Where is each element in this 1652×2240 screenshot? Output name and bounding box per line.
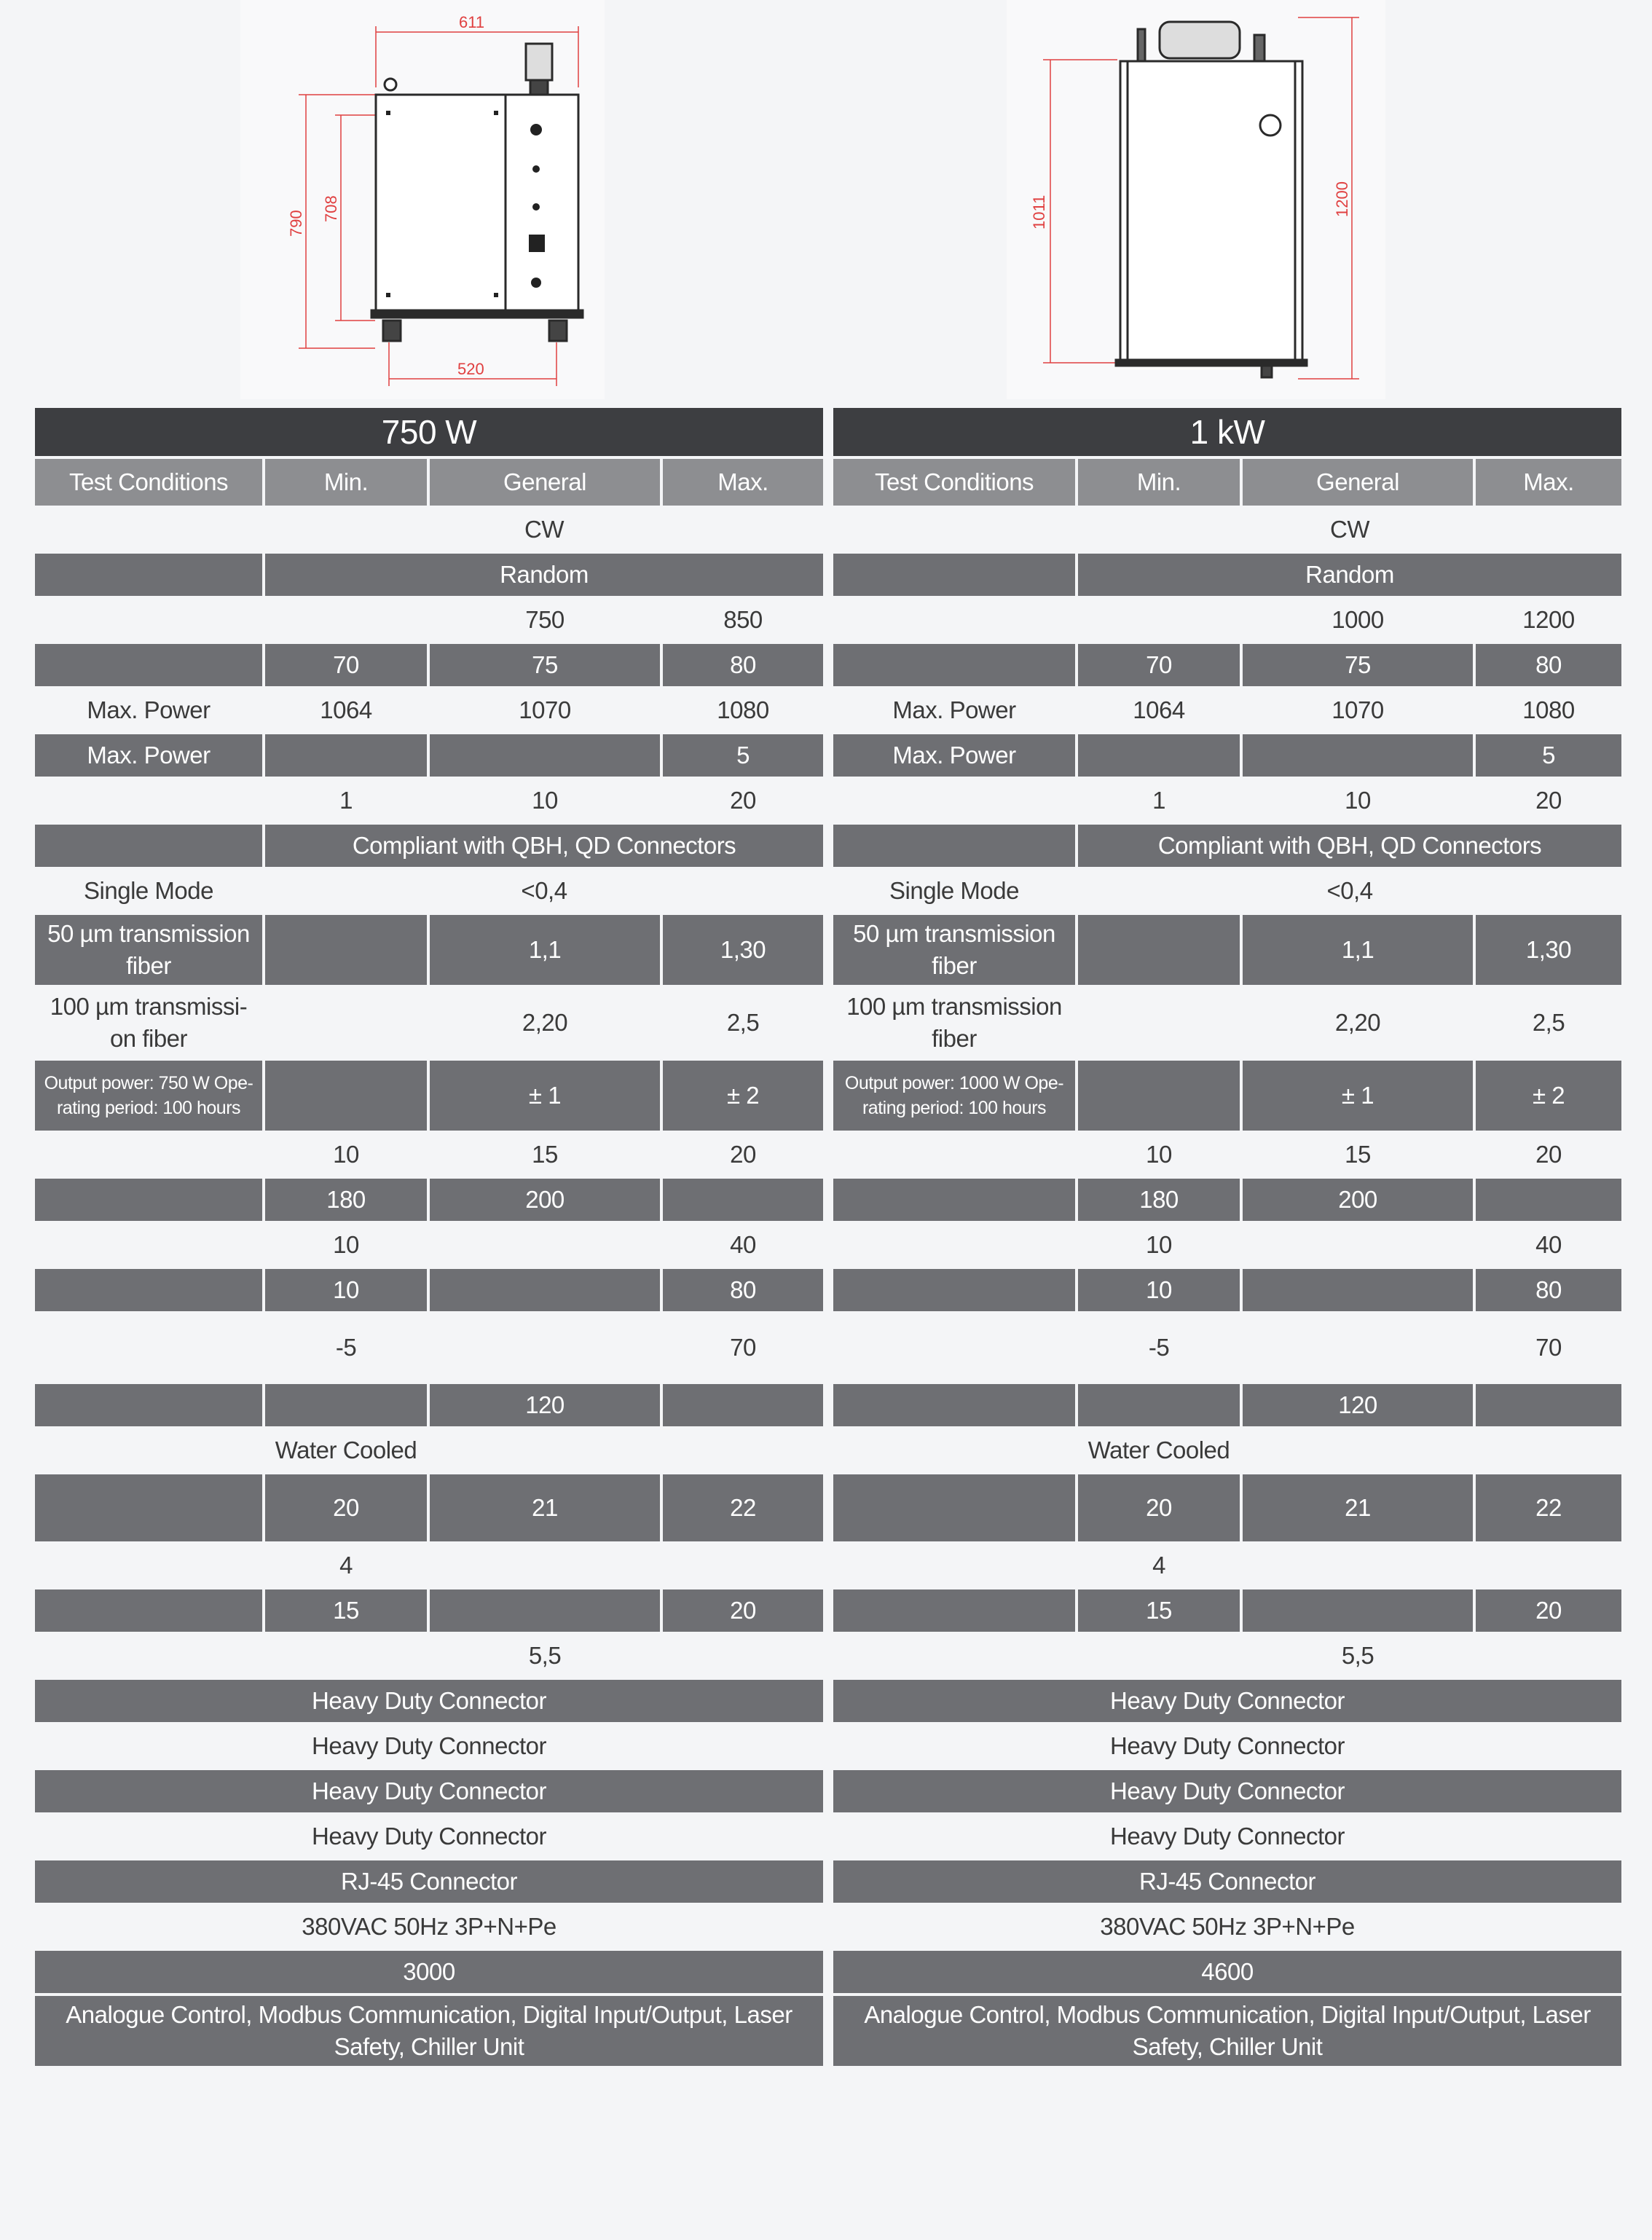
- table-row: [833, 1589, 1621, 1632]
- table-cell: [833, 1384, 1075, 1426]
- table-cell: [1476, 1544, 1621, 1587]
- table-cell: 2,20: [1334, 1009, 1381, 1036]
- table-cell: 200: [1243, 1179, 1473, 1221]
- table-cell: 100 µm transmission fiber: [846, 993, 1062, 1052]
- table-row: [35, 988, 823, 1058]
- table-cell: Max. Power: [833, 734, 1075, 777]
- column-header: Min.: [1078, 459, 1240, 506]
- table-row: [833, 1269, 1621, 1311]
- table-cell: 70: [730, 1334, 756, 1361]
- table-cell: RJ-45 Connector: [35, 1860, 823, 1903]
- table-cell: 70: [265, 644, 427, 686]
- table-row: [35, 1951, 823, 1993]
- table-cell: 4600: [833, 1951, 1621, 1993]
- table-cell: [1243, 1429, 1473, 1471]
- table-cell: CW: [1330, 516, 1369, 543]
- table-cell: 50 µm transmission fiber: [35, 915, 262, 985]
- table-cell: Random: [1078, 554, 1621, 596]
- table-cell: Output power: 1000 W Ope-rating period: 100 hours: [833, 1061, 1075, 1131]
- table-row: [833, 1429, 1621, 1471]
- table-cell: Heavy Duty Connector: [833, 1680, 1621, 1722]
- laser-cabinet-side: [1116, 22, 1307, 377]
- table-row: [833, 1635, 1621, 1677]
- table-cell: [1476, 1179, 1621, 1221]
- table-cell: 75: [1243, 644, 1473, 686]
- column-header: General: [1243, 459, 1473, 506]
- table-cell: [833, 1429, 1075, 1471]
- table-cell: 20: [1476, 1589, 1621, 1632]
- table-cell: [35, 1269, 262, 1311]
- table-cell: [833, 779, 1075, 822]
- table-cell: Water Cooled: [275, 1437, 417, 1463]
- table-cell: Heavy Duty Connector: [1110, 1732, 1345, 1759]
- table-cell: 2,20: [522, 1009, 568, 1036]
- spec-table-750w: [32, 405, 826, 2069]
- table-cell: Heavy Duty Connector: [833, 1770, 1621, 1812]
- table-row: [833, 599, 1621, 641]
- table-row: [35, 779, 823, 822]
- table-row: [833, 1314, 1621, 1381]
- table-cell: [663, 1179, 823, 1221]
- table-cell: [663, 1544, 823, 1587]
- table-row: [833, 1815, 1621, 1858]
- table-row: [35, 1133, 823, 1176]
- column-header: Min.: [265, 459, 427, 506]
- table-cell: [663, 1635, 823, 1677]
- table-cell: 10: [333, 1231, 359, 1258]
- table-cell: 5,5: [528, 1642, 562, 1669]
- table-cell: 22: [1476, 1474, 1621, 1541]
- table-cell: Analogue Control, Modbus Communication, Digital Input/Output, Laser Safety, Chiller Unit: [833, 1996, 1621, 2066]
- table-cell: 1: [1152, 787, 1165, 814]
- table-row: [35, 870, 823, 912]
- table-cell: [1078, 734, 1240, 777]
- table-cell: [833, 599, 1075, 641]
- dim-height-body: 1011: [1030, 194, 1048, 229]
- table-cell: [1078, 1061, 1240, 1131]
- dim-width-bottom: 520: [457, 360, 484, 378]
- table-cell: 1,30: [1476, 915, 1621, 985]
- table-cell: [35, 508, 262, 551]
- table-cell: 850: [723, 606, 763, 633]
- table-cell: [265, 599, 427, 641]
- table-cell: [833, 1179, 1075, 1221]
- table-title-row: [833, 408, 1621, 456]
- table-header-row: [833, 459, 1621, 506]
- dim-width-top: 611: [459, 13, 485, 31]
- table-cell: 40: [1535, 1231, 1562, 1258]
- table-cell: [35, 1224, 262, 1266]
- column-header: Test Conditions: [35, 459, 262, 506]
- table-cell: 20: [730, 1141, 756, 1168]
- table-cell: 200: [430, 1179, 660, 1221]
- table-row: [35, 1224, 823, 1266]
- table-row: [35, 1815, 823, 1858]
- table-cell: 20: [1535, 787, 1562, 814]
- table-row: [833, 1133, 1621, 1176]
- table-cell: 20: [1535, 1141, 1562, 1168]
- front-view-drawing: [240, 0, 605, 399]
- table-cell: 1000: [1332, 606, 1384, 633]
- table-row: [35, 1429, 823, 1471]
- table-cell: [265, 988, 427, 1058]
- table-cell: [35, 644, 262, 686]
- table-header-row: [35, 459, 823, 506]
- front-view-svg: [240, 0, 605, 399]
- table-cell: [1078, 988, 1240, 1058]
- table-row: [833, 734, 1621, 777]
- table-cell: <0,4: [1326, 877, 1373, 904]
- table-cell: [833, 644, 1075, 686]
- table-cell: 70: [1535, 1334, 1562, 1361]
- dim-height-total: 1200: [1333, 181, 1351, 217]
- table-cell: 180: [1078, 1179, 1240, 1221]
- table-cell: Max. Power: [35, 734, 262, 777]
- table-cell: [35, 1384, 262, 1426]
- table-cell: 22: [663, 1474, 823, 1541]
- table-row: [35, 689, 823, 731]
- table-cell: 21: [430, 1474, 660, 1541]
- table-cell: Heavy Duty Connector: [1110, 1823, 1345, 1850]
- column-header: General: [430, 459, 660, 506]
- table-row: [833, 554, 1621, 596]
- table-cell: 20: [1078, 1474, 1240, 1541]
- table-row: [35, 508, 823, 551]
- table-cell: [1078, 1384, 1240, 1426]
- table-cell: ± 2: [663, 1061, 823, 1131]
- table-cell: [1243, 1224, 1473, 1266]
- table-cell: [265, 1635, 427, 1677]
- table-row: [35, 1680, 823, 1722]
- table-cell: 120: [430, 1384, 660, 1426]
- column-header: Max.: [1476, 459, 1621, 506]
- table-row: [833, 870, 1621, 912]
- table-cell: 4: [339, 1552, 353, 1579]
- table-cell: [265, 734, 427, 777]
- table-row: [833, 1906, 1621, 1948]
- table-cell: [35, 1133, 262, 1176]
- table-cell: [265, 1384, 427, 1426]
- table-cell: Compliant with QBH, QD Connectors: [265, 825, 823, 867]
- table-cell: Single Mode: [889, 877, 1019, 904]
- table-row: [35, 825, 823, 867]
- table-row: [833, 1680, 1621, 1722]
- table-cell: 1070: [1332, 696, 1384, 723]
- table-cell: [35, 1589, 262, 1632]
- table-row: [833, 1224, 1621, 1266]
- table-cell: [430, 1224, 660, 1266]
- table-cell: [663, 1429, 823, 1471]
- table-title-row: [35, 408, 823, 456]
- table-cell: [430, 734, 660, 777]
- table-cell: 1080: [717, 696, 769, 723]
- table-row: [35, 1860, 823, 1903]
- table-cell: 15: [265, 1589, 427, 1632]
- table-cell: [833, 825, 1075, 867]
- table-cell: Single Mode: [84, 877, 213, 904]
- table-cell: [430, 1589, 660, 1632]
- table-cell: Max. Power: [87, 696, 211, 723]
- table-cell: 10: [1146, 1141, 1172, 1168]
- table-row: [35, 1061, 823, 1131]
- spec-table-1kw: [830, 405, 1624, 2069]
- table-cell: [833, 1314, 1075, 1381]
- table-cell: [430, 1314, 660, 1381]
- table-cell: Max. Power: [892, 696, 1016, 723]
- table-cell: [265, 1061, 427, 1131]
- table-cell: [35, 825, 262, 867]
- table-cell: 1064: [320, 696, 372, 723]
- table-cell: 1,30: [663, 915, 823, 985]
- table-cell: 20: [730, 787, 756, 814]
- table-cell: Heavy Duty Connector: [312, 1823, 546, 1850]
- table-cell: 5: [1476, 734, 1621, 777]
- table-cell: Heavy Duty Connector: [312, 1732, 546, 1759]
- table-cell: [833, 1269, 1075, 1311]
- table-cell: 80: [1476, 1269, 1621, 1311]
- table-cell: 75: [430, 644, 660, 686]
- table-row: [833, 1179, 1621, 1221]
- table-row: [35, 1906, 823, 1948]
- table-row: [833, 915, 1621, 985]
- table-cell: 70: [1078, 644, 1240, 686]
- table-cell: [35, 1179, 262, 1221]
- side-view-drawing: [1007, 0, 1385, 399]
- table-title: 750 W: [35, 408, 823, 456]
- table-cell: 10: [1345, 787, 1371, 814]
- table-row: [833, 1725, 1621, 1767]
- table-cell: [1078, 1635, 1240, 1677]
- table-cell: [833, 1589, 1075, 1632]
- table-row: [35, 915, 823, 985]
- table-cell: [35, 1474, 262, 1541]
- table-row: [833, 1384, 1621, 1426]
- table-cell: [833, 1133, 1075, 1176]
- table-cell: [1078, 599, 1240, 641]
- table-row: [833, 644, 1621, 686]
- dim-height-inner: 708: [322, 195, 340, 222]
- table-row: [833, 1544, 1621, 1587]
- table-cell: [265, 915, 427, 985]
- table-cell: 15: [1078, 1589, 1240, 1632]
- table-cell: 2,5: [726, 1009, 760, 1036]
- table-row: [35, 1589, 823, 1632]
- table-cell: ± 2: [1476, 1061, 1621, 1131]
- table-cell: [1078, 915, 1240, 985]
- table-row: [35, 1635, 823, 1677]
- table-cell: [833, 1635, 1075, 1677]
- technical-drawings: [0, 0, 1652, 401]
- table-cell: 10: [1146, 1231, 1172, 1258]
- table-cell: 380VAC 50Hz 3P+N+Pe: [1100, 1913, 1355, 1940]
- table-row: [35, 1384, 823, 1426]
- table-row: [833, 689, 1621, 731]
- column-header: Max.: [663, 459, 823, 506]
- table-cell: 10: [265, 1269, 427, 1311]
- table-row: [833, 779, 1621, 822]
- table-cell: Water Cooled: [1087, 1437, 1230, 1463]
- table-row: [35, 1544, 823, 1587]
- table-cell: 1080: [1522, 696, 1575, 723]
- table-cell: [833, 554, 1075, 596]
- table-cell: ± 1: [430, 1061, 660, 1131]
- table-row: [35, 1269, 823, 1311]
- table-cell: [1476, 1429, 1621, 1471]
- table-cell: [1476, 1384, 1621, 1426]
- table-row: [833, 825, 1621, 867]
- table-cell: ± 1: [1243, 1061, 1473, 1131]
- table-cell: 1070: [519, 696, 571, 723]
- table-row: [35, 644, 823, 686]
- table-cell: 80: [663, 644, 823, 686]
- table-cell: Heavy Duty Connector: [35, 1770, 823, 1812]
- table-cell: [430, 1429, 660, 1471]
- table-cell: [663, 1384, 823, 1426]
- table-cell: 5,5: [1341, 1642, 1374, 1669]
- table-cell: Random: [265, 554, 823, 596]
- table-row: [833, 508, 1621, 551]
- table-cell: 40: [730, 1231, 756, 1258]
- table-row: [35, 554, 823, 596]
- table-cell: 3000: [35, 1951, 823, 1993]
- table-row: [35, 1725, 823, 1767]
- table-row: [35, 1770, 823, 1812]
- table-cell: 120: [1243, 1384, 1473, 1426]
- table-cell: 2,5: [1532, 1009, 1565, 1036]
- table-cell: [1476, 1635, 1621, 1677]
- table-cell: 1200: [1522, 606, 1575, 633]
- table-cell: 750: [525, 606, 565, 633]
- table-cell: [35, 1544, 262, 1587]
- table-cell: 15: [1345, 1141, 1371, 1168]
- table-cell: CW: [524, 516, 564, 543]
- table-cell: 380VAC 50Hz 3P+N+Pe: [302, 1913, 556, 1940]
- column-header: Test Conditions: [833, 459, 1075, 506]
- table-cell: <0,4: [521, 877, 567, 904]
- table-row: [833, 1770, 1621, 1812]
- side-view-svg: [1007, 0, 1385, 399]
- table-cell: [1243, 1314, 1473, 1381]
- table-cell: [833, 1544, 1075, 1587]
- table-cell: 1064: [1133, 696, 1185, 723]
- table-cell: 21: [1243, 1474, 1473, 1541]
- table-cell: [833, 508, 1075, 551]
- table-cell: [833, 1474, 1075, 1541]
- table-row: [35, 734, 823, 777]
- table-row: [35, 1179, 823, 1221]
- table-cell: -5: [1148, 1334, 1170, 1361]
- laser-cabinet-front: [371, 44, 583, 341]
- table-cell: 20: [663, 1589, 823, 1632]
- table-cell: -5: [335, 1334, 357, 1361]
- table-cell: [35, 779, 262, 822]
- table-cell: Compliant with QBH, QD Connectors: [1078, 825, 1621, 867]
- table-title: 1 kW: [833, 408, 1621, 456]
- table-cell: Heavy Duty Connector: [35, 1680, 823, 1722]
- table-cell: 10: [1078, 1269, 1240, 1311]
- table-cell: [1243, 734, 1473, 777]
- table-row: [35, 1314, 823, 1381]
- table-cell: 4: [1152, 1552, 1165, 1579]
- table-row: [833, 988, 1621, 1058]
- table-row: [833, 1474, 1621, 1541]
- table-cell: Analogue Control, Modbus Communication, Digital Input/Output, Laser Safety, Chiller Unit: [35, 1996, 823, 2066]
- table-cell: 80: [663, 1269, 823, 1311]
- table-row: [35, 1474, 823, 1541]
- table-cell: [35, 1429, 262, 1471]
- table-cell: 15: [532, 1141, 558, 1168]
- table-row: [833, 1860, 1621, 1903]
- table-row: [35, 599, 823, 641]
- table-cell: RJ-45 Connector: [833, 1860, 1621, 1903]
- dim-height-outer: 790: [287, 210, 305, 237]
- table-cell: 5: [663, 734, 823, 777]
- table-cell: [35, 1314, 262, 1381]
- table-cell: 10: [532, 787, 558, 814]
- table-row: [833, 1061, 1621, 1131]
- table-cell: [35, 1635, 262, 1677]
- table-cell: 180: [265, 1179, 427, 1221]
- table-cell: [1243, 1589, 1473, 1632]
- table-cell: Output power: 750 W Ope-rating period: 100 hours: [35, 1061, 262, 1131]
- table-cell: [430, 1544, 660, 1587]
- table-cell: 1,1: [1243, 915, 1473, 985]
- table-cell: 1,1: [430, 915, 660, 985]
- table-cell: [430, 1269, 660, 1311]
- table-cell: 10: [333, 1141, 359, 1168]
- table-cell: [833, 1224, 1075, 1266]
- table-row: [35, 1996, 823, 2066]
- table-cell: [1243, 1544, 1473, 1587]
- table-cell: 50 µm transmission fiber: [833, 915, 1075, 985]
- table-cell: 100 µm transmissi-on fiber: [50, 993, 248, 1052]
- table-row: [833, 1951, 1621, 1993]
- table-cell: 20: [265, 1474, 427, 1541]
- table-row: [833, 1996, 1621, 2066]
- table-cell: [35, 554, 262, 596]
- table-cell: 80: [1476, 644, 1621, 686]
- table-cell: [1243, 1269, 1473, 1311]
- table-cell: [35, 599, 262, 641]
- table-cell: 1: [339, 787, 353, 814]
